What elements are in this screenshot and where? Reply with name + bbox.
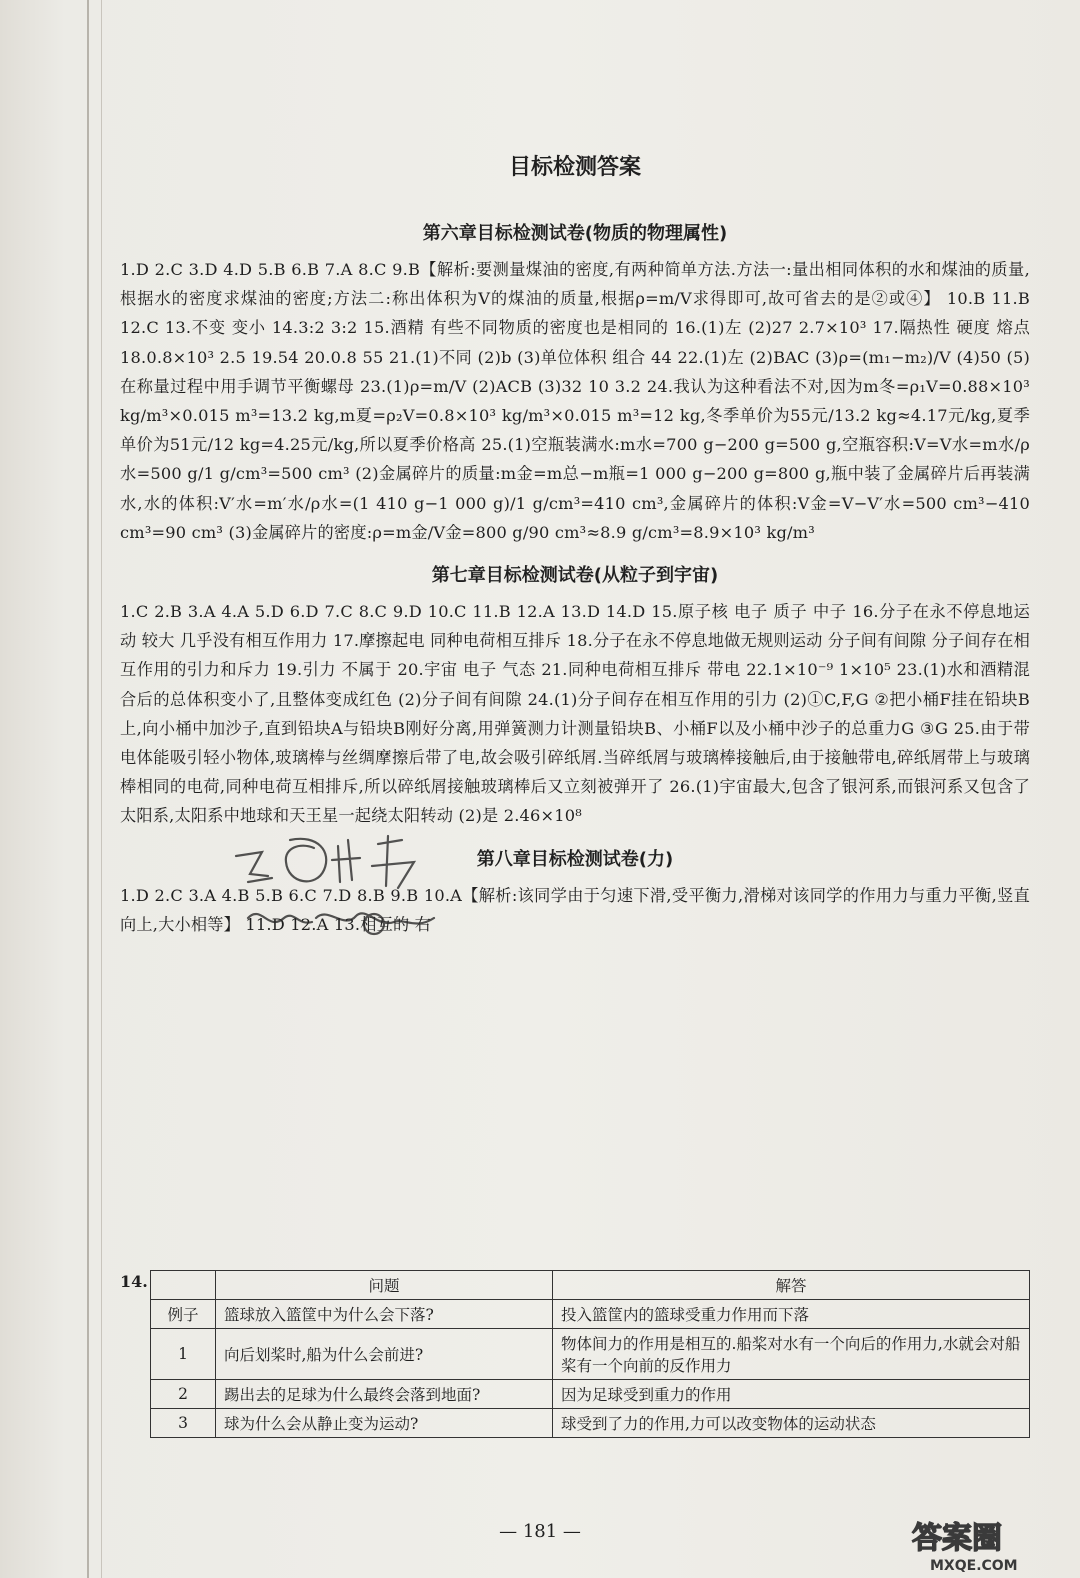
table-cell: 球为什么会从静止变为运动? bbox=[216, 1409, 553, 1438]
table-cell: 踢出去的足球为什么最终会落到地面? bbox=[216, 1380, 553, 1409]
table-cell: 例子 bbox=[151, 1300, 216, 1329]
binding-line bbox=[101, 0, 102, 1578]
table-header bbox=[151, 1271, 216, 1300]
table-cell: 投入篮筐内的篮球受重力作用而下落 bbox=[553, 1300, 1030, 1329]
table-cell: 篮球放入篮筐中为什么会下落? bbox=[216, 1300, 553, 1329]
binding-line bbox=[87, 0, 89, 1578]
answer-table-wrap bbox=[120, 1270, 1030, 1438]
table-row bbox=[151, 1329, 1030, 1380]
section-title-ch7: 第七章目标检测试卷(从粒子到宇宙) bbox=[431, 565, 719, 587]
table-header: 解答 bbox=[553, 1271, 1030, 1300]
svg-text:答案圈: 答案圈 bbox=[912, 1521, 1002, 1556]
page-title: 目标检测答案 bbox=[508, 155, 641, 180]
site-logo bbox=[900, 1510, 1070, 1576]
table-row bbox=[151, 1300, 1030, 1329]
table-cell: 2 bbox=[151, 1380, 216, 1409]
table-header: 问题 bbox=[216, 1271, 553, 1300]
answer-table bbox=[150, 1270, 1030, 1438]
table-cell: 球受到了力的作用,力可以改变物体的运动状态 bbox=[553, 1409, 1030, 1438]
answers-ch6: 1.D 2.C 3.D 4.D 5.B 6.B 7.A 8.C 9.B【解析:要测量煤油的密度,有两种简单方法.方法一:量出相同体积的水和煤油的质量,根据水的密度求煤油的密度;方法二:称出体积为V的煤油的质量,根据ρ=m/V求得即可,故可省去的是②或④】 10.B 11.B 12.C 13.不变 变小 14.3:2 3:2 15.酒精 有些不同物质的密度也是相同的 16.(1)左 (2)27 2.7×10³ 17.隔热性 硬度 熔点 18.0.8×10³ 2.5 19.54 20.0.8 55 21.(1)不同 (2)b (3)单位体积 组合 44 22.(1)左 (2)BAC (3)ρ=(m₁−m₂)/V (4)50 (5)在称量过程中用手调节平衡螺母 23.(1)ρ=m/V (2)ACB (3)32 10 3.2 24.我认为这种看法不对,因为m冬=ρ₁V=0.88×10³ kg/m³×0.015 m³=13.2 kg,m夏=ρ₂V=0.8×10³ kg/m³×0.015 m³=12 kg,冬季单价为55元/13.2 kg≈4.17元/kg,夏季单价为51元/12 kg=4.25元/kg,所以夏季价格高 25.(1)空瓶装满水:m水=700 g−200 g=500 g,空瓶容积:V=V水=m水/ρ水=500 g/1 g/cm³=500 cm³ (2)金属碎片的质量:m金=m总−m瓶=1 000 g−200 g=800 g,瓶中装了金属碎片后再装满水,水的体积:V′水=m′水/ρ水=(1 410 g−1 000 g)/1 g/cm³=410 cm³,金属碎片的体积:V金=V−V′水=500 cm³−410 cm³=90 cm³ (3)金属碎片的密度:ρ=m金/V金=800 g/90 cm³≈8.9 g/cm³=8.9×10³ kg/m³ bbox=[120, 260, 1030, 542]
answers-ch7: 1.C 2.B 3.A 4.A 5.D 6.D 7.C 8.C 9.D 10.C 11.B 12.A 13.D 14.D 15.原子核 电子 质子 中子 16.分子在永不停息地运动 较大 几乎没有相互作用力 17.摩擦起电 同种电荷相互排斥 18.分子在永不停息地做无规则运动 分子间有间隙 分子间存在相互作用的引力和斥力 19.引力 不属于 20.宇宙 电子 气态 21.同种电荷相互排斥 带电 22.1×10⁻⁹ 1×10⁵ 23.(1)水和酒精混合后的总体积变小了,且整体变成红色 (2)分子间有间隙 24.(1)分子间存在相互作用的引力 (2)①C,F,G ②把小桶F挂在铅块B上,向小桶中加沙子,直到铅块A与铅块B刚好分离,用弹簧测力计测量铅块B、小桶F以及小桶中沙子的总重力G ③G 25.由于带电体能吸引轻小物体,玻璃棒与丝绸摩擦后带了电,故会吸引碎纸屑.当碎纸屑与玻璃棒接触后,由于接触带电,碎纸屑带上与玻璃棒相同的电荷,同种电荷互相排斥,所以碎纸屑接触玻璃棒后又立刻被弹开了 26.(1)宇宙最大,包含了银河系,而银河系又包含了太阳系,太阳系中地球和天王星一起绕太阳转动 (2)是 2.46×10⁸ bbox=[120, 602, 1030, 826]
content bbox=[120, 150, 1030, 953]
table-row bbox=[151, 1380, 1030, 1409]
svg-text:MXQE.COM: MXQE.COM bbox=[930, 1558, 1018, 1574]
answers-ch8: 1.D 2.C 3.A 4.B 5.B 6.C 7.D 8.B 9.B 10.A【解析:该同学由于匀速下滑,受平衡力,滑梯对该同学的作用力与重力平衡,竖直向上,大小相等】 11.D 12.A 13.相互的 右 bbox=[120, 885, 1030, 934]
table-row bbox=[151, 1409, 1030, 1438]
table-cell: 向后划桨时,船为什么会前进? bbox=[216, 1329, 553, 1380]
table-cell: 物体间力的作用是相互的.船桨对水有一个向后的作用力,水就会对船桨有一个向前的反作用力 bbox=[553, 1329, 1030, 1380]
question-number: 14. bbox=[120, 1272, 148, 1291]
table-cell: 1 bbox=[151, 1329, 216, 1380]
table-header-row bbox=[151, 1271, 1030, 1300]
section-title-ch8: 第八章目标检测试卷(力) bbox=[476, 848, 674, 870]
table-cell: 因为足球受到重力的作用 bbox=[553, 1380, 1030, 1409]
section-title-ch6: 第六章目标检测试卷(物质的物理属性) bbox=[422, 223, 728, 244]
table-cell: 3 bbox=[151, 1409, 216, 1438]
page-number: — 181 — bbox=[499, 1521, 581, 1542]
